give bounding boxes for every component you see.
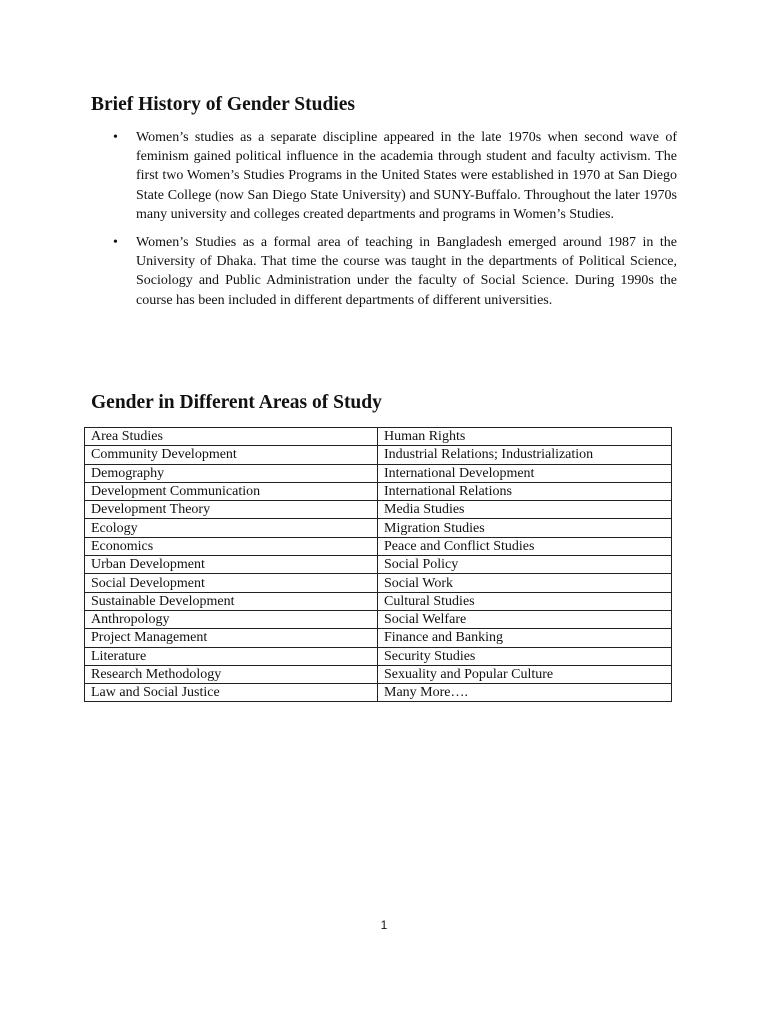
table-cell: International Development xyxy=(378,464,672,482)
table-row xyxy=(85,647,672,665)
table-row xyxy=(85,610,672,628)
table-cell: Social Development xyxy=(85,574,378,592)
history-bullet-list xyxy=(0,128,768,319)
table-cell: Anthropology xyxy=(85,610,378,628)
table-row xyxy=(85,519,672,537)
table-row xyxy=(85,464,672,482)
page-number: 1 xyxy=(380,918,388,932)
bullet-text: Women’s studies as a separate discipline appeared in the late 1970s when second wave of feminism gained political influence in the academia through student and faculty activism. The first two Women’s Studies Programs in the United States were established in 1970 at San Diego State College (now San Diego State University) and SUNY-Buffalo. Throughout the later 1970s many university and colleges created departments and programs in Women’s Studies. xyxy=(136,130,677,222)
table-cell: Industrial Relations; Industrialization xyxy=(378,446,672,464)
table-cell: Economics xyxy=(85,537,378,555)
table-cell: Social Welfare xyxy=(378,610,672,628)
table-cell: Media Studies xyxy=(378,501,672,519)
table-cell: Migration Studies xyxy=(378,519,672,537)
table-row xyxy=(85,556,672,574)
table-cell: Development Theory xyxy=(85,501,378,519)
table-row xyxy=(85,537,672,555)
table-cell: Finance and Banking xyxy=(378,629,672,647)
bullet-item xyxy=(113,128,677,224)
table-cell: Development Communication xyxy=(85,482,378,500)
table-cell: Ecology xyxy=(85,519,378,537)
table-row xyxy=(85,684,672,702)
section-heading-areas: Gender in Different Areas of Study xyxy=(91,392,382,413)
bullet-item xyxy=(113,233,677,310)
table-cell: Social Policy xyxy=(378,556,672,574)
table-row xyxy=(85,574,672,592)
table-cell: Literature xyxy=(85,647,378,665)
table-cell: Sustainable Development xyxy=(85,592,378,610)
table-cell: Cultural Studies xyxy=(378,592,672,610)
table-row xyxy=(85,665,672,683)
table-cell: Project Management xyxy=(85,629,378,647)
bullet-icon: • xyxy=(113,235,118,251)
table-cell: Demography xyxy=(85,464,378,482)
table-row xyxy=(85,428,672,446)
section-heading-history: Brief History of Gender Studies xyxy=(91,94,355,115)
table-cell: Security Studies xyxy=(378,647,672,665)
table-cell: Human Rights xyxy=(378,428,672,446)
table-row xyxy=(85,501,672,519)
table-cell: Social Work xyxy=(378,574,672,592)
table-cell: Area Studies xyxy=(85,428,378,446)
table-cell: Law and Social Justice xyxy=(85,684,378,702)
table-row xyxy=(85,592,672,610)
table-cell: Peace and Conflict Studies xyxy=(378,537,672,555)
table-cell: Urban Development xyxy=(85,556,378,574)
table-cell: International Relations xyxy=(378,482,672,500)
bullet-icon: • xyxy=(113,130,118,145)
bullet-text: Women’s Studies as a formal area of teaching in Bangladesh emerged around 1987 in the University of Dhaka. That time the course was taught in the departments of Political Science, Sociology and Public Administration under the faculty of Social Science. During 1990s the course has been included in different departments of different universities. xyxy=(136,235,677,308)
table-cell: Many More…. xyxy=(378,684,672,702)
table-row xyxy=(85,629,672,647)
table-cell: Sexuality and Popular Culture xyxy=(378,665,672,683)
table-row xyxy=(85,446,672,464)
table-row xyxy=(85,482,672,500)
table-cell: Research Methodology xyxy=(85,665,378,683)
areas-of-study-table xyxy=(84,427,672,702)
table-cell: Community Development xyxy=(85,446,378,464)
